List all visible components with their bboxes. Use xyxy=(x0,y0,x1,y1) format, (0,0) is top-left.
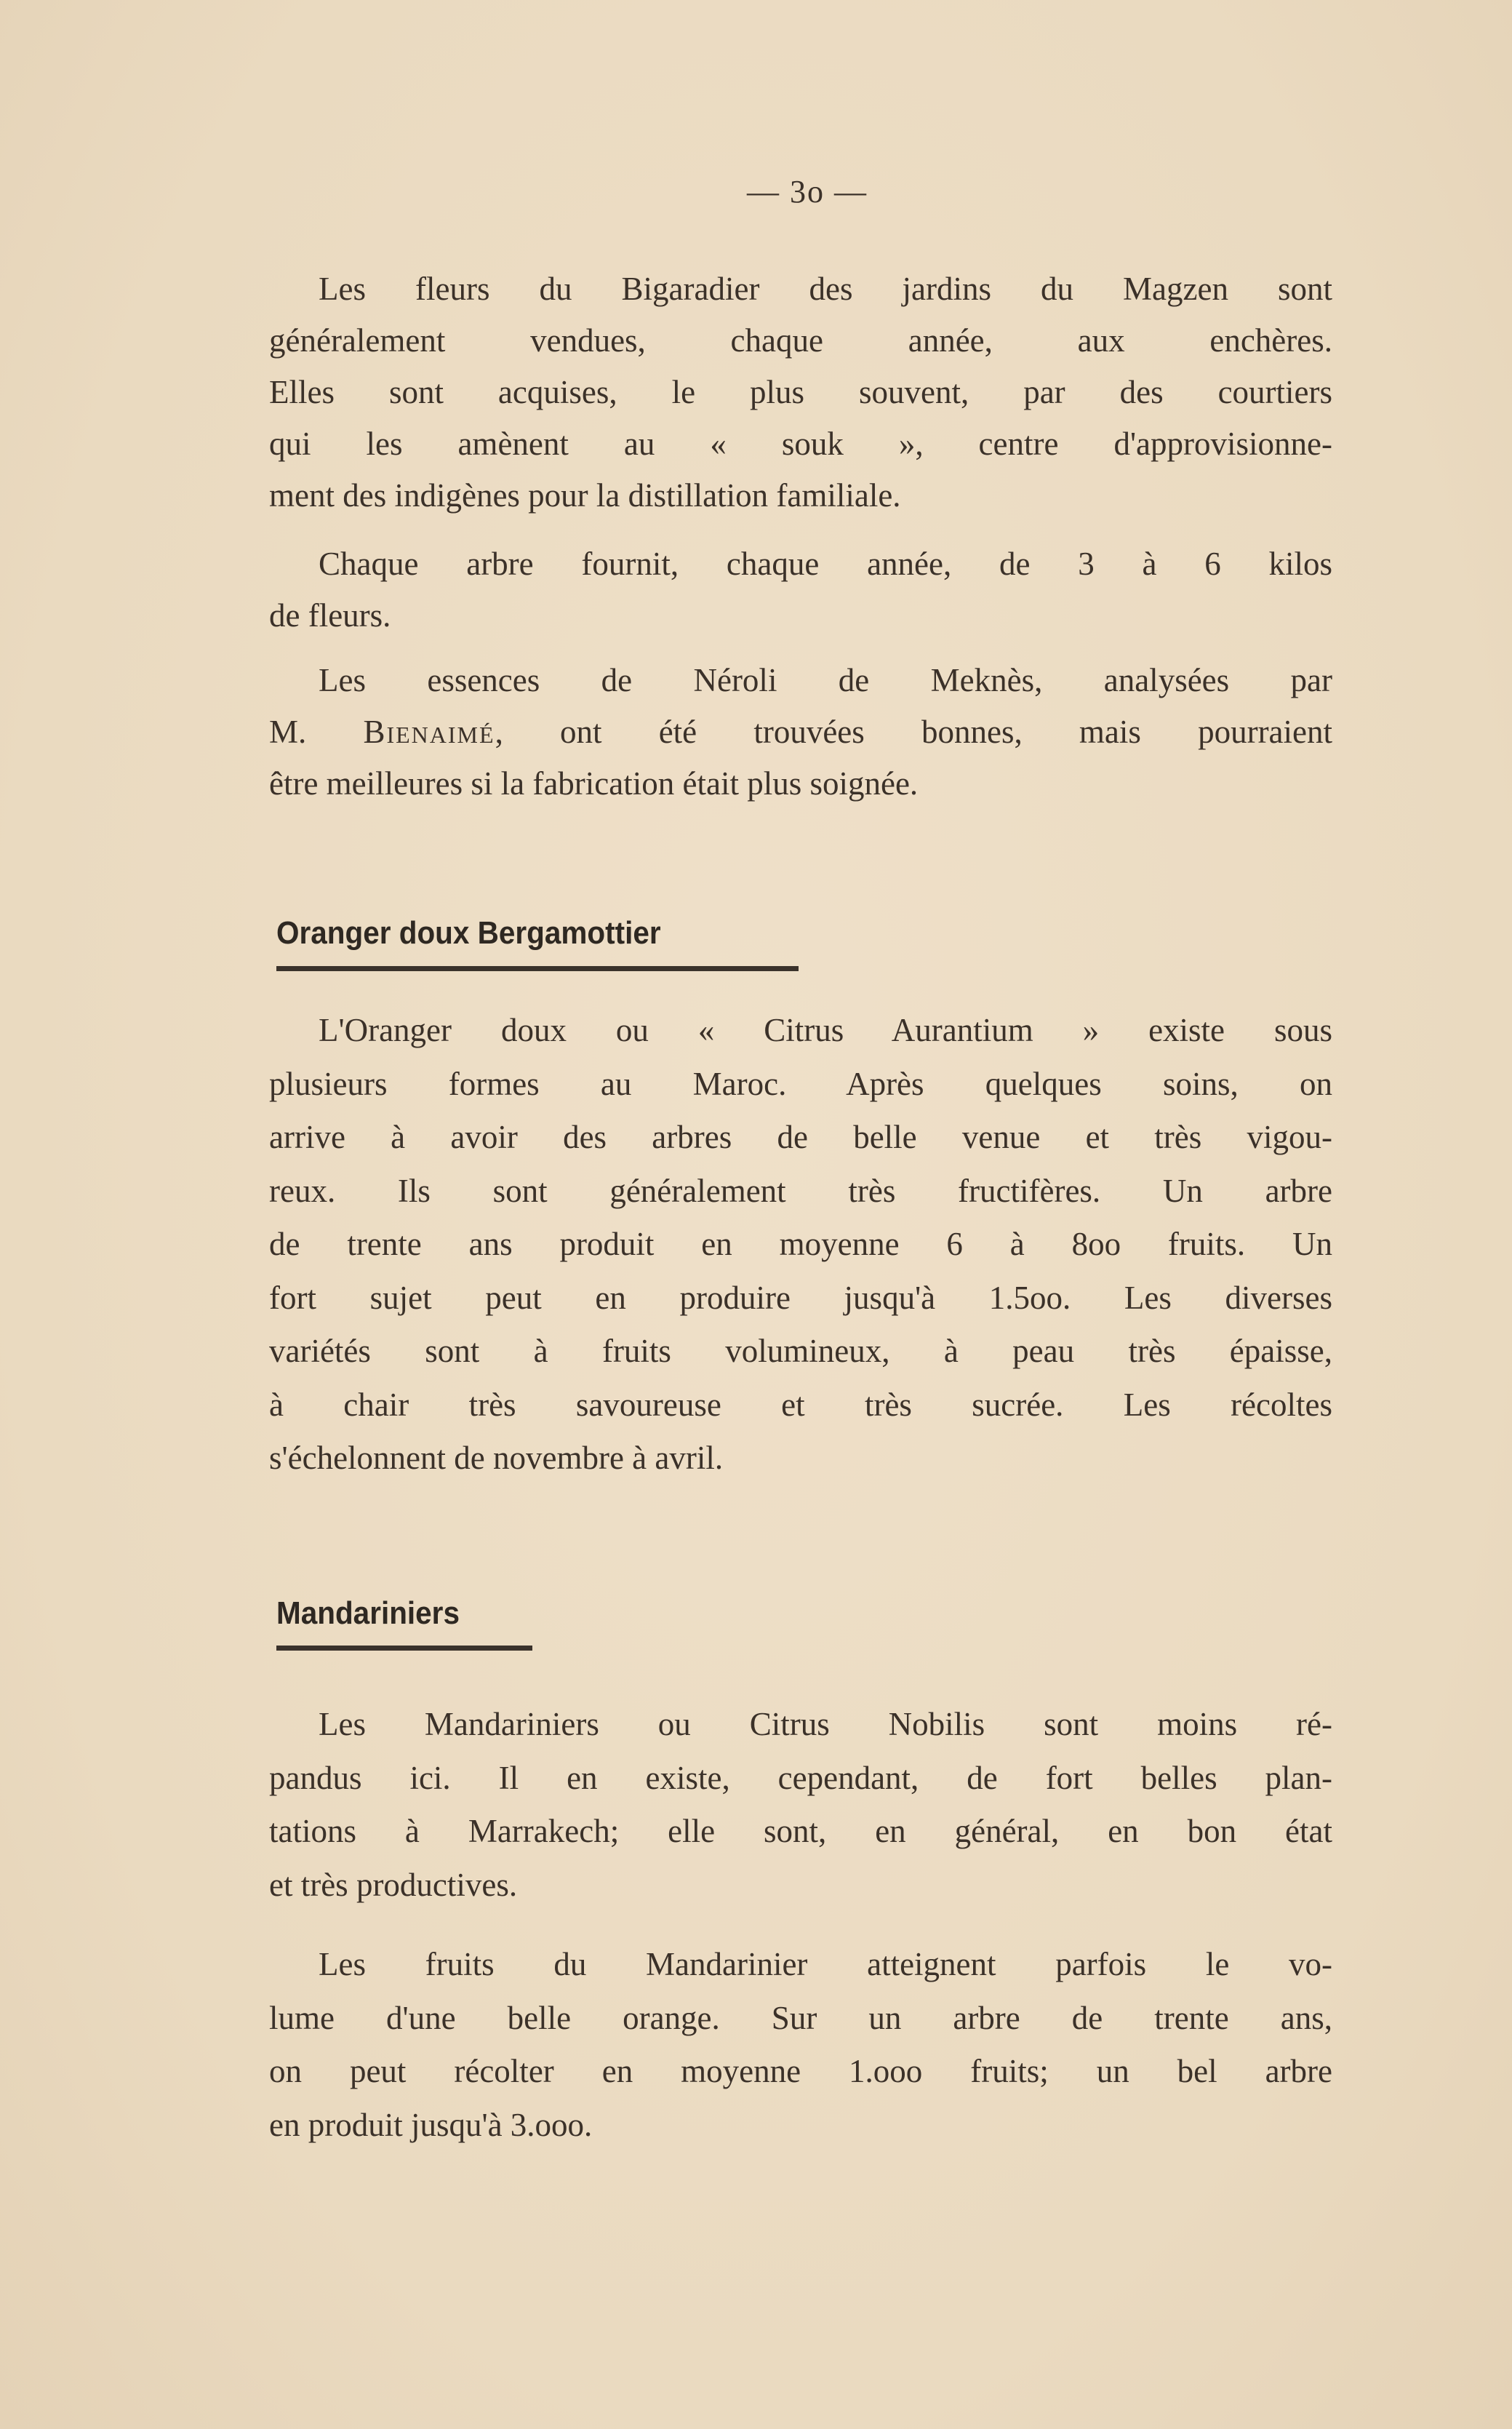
text-line: Les fleurs du Bigaradier des jardins du Magzen sont xyxy=(319,271,1332,307)
text-line: Elles sont acquises, le plus souvent, par des courtiers xyxy=(269,374,1332,410)
text-line: de fleurs. xyxy=(269,597,391,634)
heading-underline xyxy=(276,966,799,971)
text-fragment: , ont été trouvées bonnes, mais pourraient xyxy=(495,714,1333,750)
text-line: en produit jusqu'à 3.ooo. xyxy=(269,2106,593,2143)
text-line: Les fruits du Mandarinier atteignent parfois le vo- xyxy=(319,1946,1332,1982)
text-line: L'Oranger doux ou « Citrus Aurantium » existe sous xyxy=(319,1012,1332,1048)
text-line: être meilleures si la fabrication était plus soignée. xyxy=(269,765,919,802)
text-line xyxy=(269,706,1332,758)
text-line: ment des indigènes pour la distillation familiale. xyxy=(269,477,901,514)
text-line: de trente ans produit en moyenne 6 à 8oo fruits. Un xyxy=(269,1226,1332,1262)
paragraph-bigaradier-flowers xyxy=(269,263,1332,522)
text-line: reux. Ils sont généralement très fructifères. Un arbre xyxy=(269,1172,1332,1209)
author-name: Bienaimé xyxy=(363,714,495,750)
text-line: et très productives. xyxy=(269,1866,518,1903)
text-line: s'échelonnent de novembre à avril. xyxy=(269,1440,724,1476)
heading-mandariniers: Mandariniers xyxy=(276,1595,460,1631)
heading-oranger-doux: Oranger doux Bergamottier xyxy=(276,915,661,951)
text-fragment: M. xyxy=(269,714,364,750)
paragraph-mandariniers xyxy=(269,1698,1332,1912)
text-line: fort sujet peut en produire jusqu'à 1.5oo. Les diverses xyxy=(269,1279,1332,1316)
text-line: Chaque arbre fournit, chaque année, de 3 à 6 kilos xyxy=(319,546,1332,582)
text-line: plusieurs formes au Maroc. Après quelques soins, on xyxy=(269,1065,1332,1102)
text-line: arrive à avoir des arbres de belle venue et très vigou- xyxy=(269,1119,1332,1155)
text-line: Les essences de Néroli de Meknès, analysées par xyxy=(319,662,1332,698)
paragraph-neroli-essences xyxy=(269,655,1332,810)
text-line: qui les amènent au « souk », centre d'approvisionne- xyxy=(269,426,1332,462)
text-line: à chair très savoureuse et très sucrée. Les récoltes xyxy=(269,1386,1332,1423)
paragraph-oranger-doux xyxy=(269,1004,1332,1485)
text-line: tations à Marrakech; elle sont, en général, en bon état xyxy=(269,1813,1332,1849)
text-line: généralement vendues, chaque année, aux enchères. xyxy=(269,322,1332,359)
text-line: Les Mandariniers ou Citrus Nobilis sont moins ré- xyxy=(319,1706,1332,1742)
paragraph-mandarin-fruits xyxy=(269,1938,1332,2152)
heading-underline xyxy=(276,1646,532,1651)
text-line: lume d'une belle orange. Sur un arbre de trente ans, xyxy=(269,1999,1332,2036)
text-line: variétés sont à fruits volumineux, à peau très épaisse, xyxy=(269,1333,1332,1369)
text-line: on peut récolter en moyenne 1.ooo fruits; un bel arbre xyxy=(269,2053,1332,2089)
paragraph-flowers-per-tree xyxy=(269,538,1332,642)
text-line: pandus ici. Il en existe, cependant, de fort belles plan- xyxy=(269,1759,1332,1796)
page-number: — 3o — xyxy=(747,174,868,210)
